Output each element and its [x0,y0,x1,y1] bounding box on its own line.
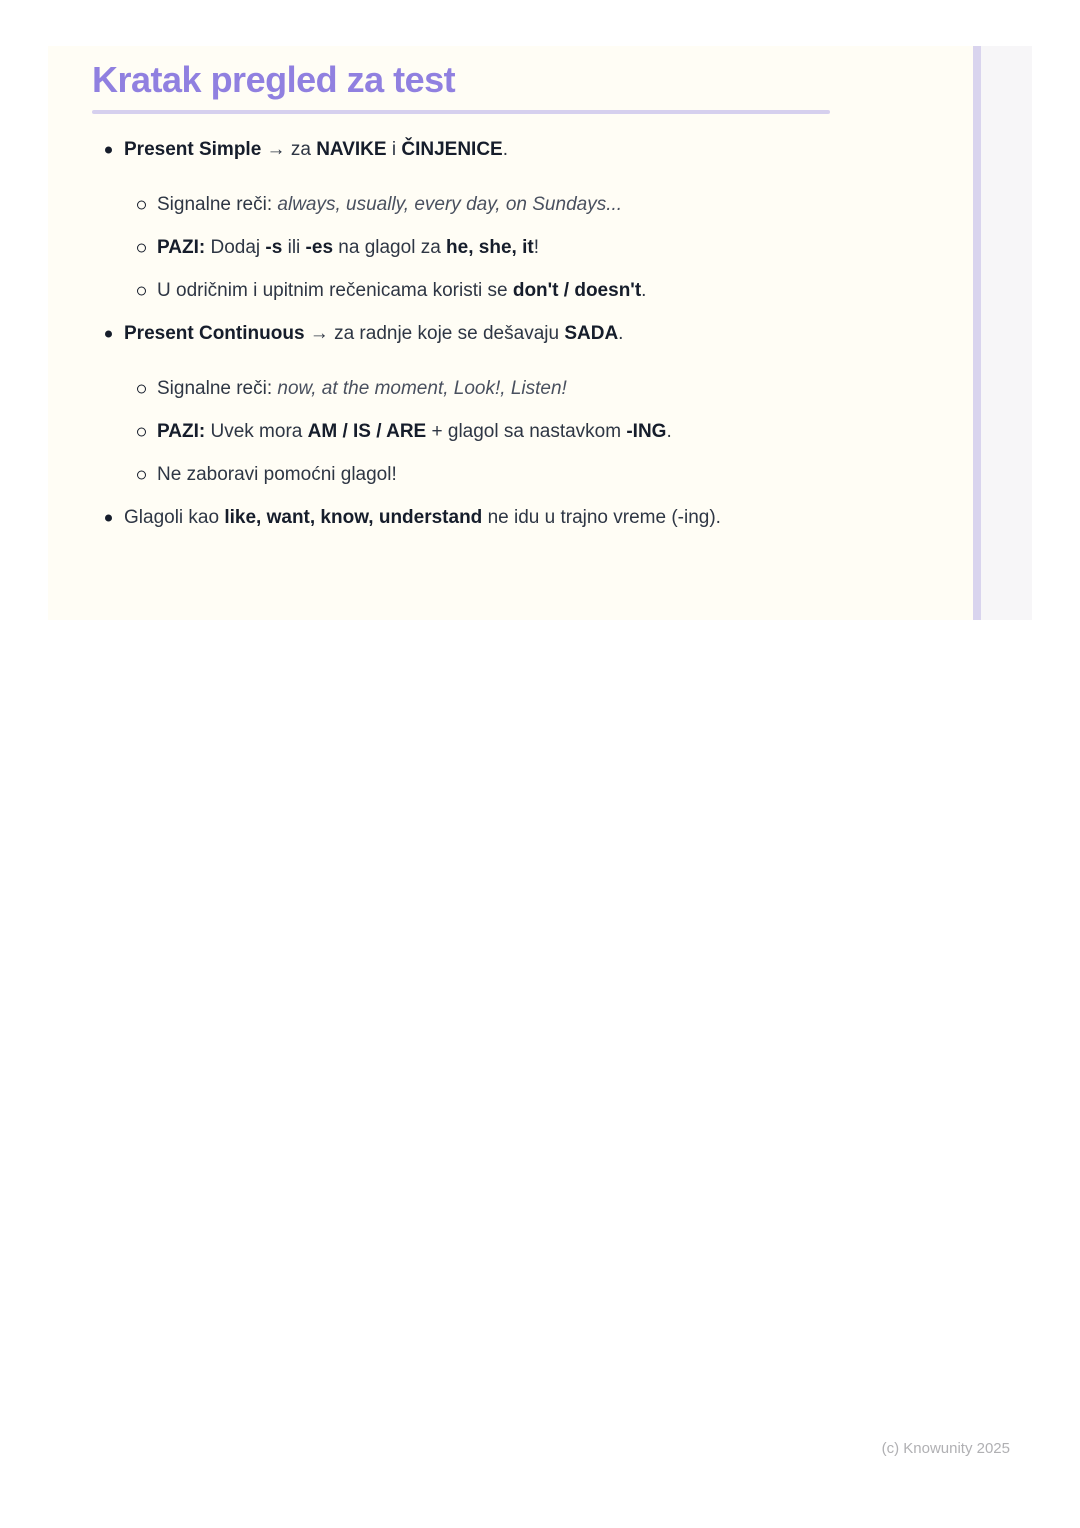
content-card [48,46,973,620]
sub-bullet-item [48,461,973,488]
bullet-item [48,320,973,347]
bullet-list [48,136,973,531]
bullet-text: Present Continuous → za radnje koje se dešavaju SADA. [124,323,624,344]
bullet-text: Signalne reči: always, usually, every day, on Sundays... [157,194,623,215]
bullet-circle-icon [137,243,146,252]
bullet-text: PAZI: Uvek mora AM / IS / ARE + glagol sa nastavkom -ING. [157,421,672,442]
bullet-text: Signalne reči: now, at the moment, Look!, Listen! [157,378,567,399]
bullet-text: Glagoli kao like, want, know, understand ne idu u trajno vreme (-ing). [124,507,721,528]
title-divider [92,110,830,114]
bullet-circle-icon [137,286,146,295]
bullet-circle-icon [137,384,146,393]
bullet-circle-icon [137,427,146,436]
bullet-text: U odričnim i upitnim rečenicama koristi se don't / doesn't. [157,280,647,301]
bullet-circle-icon [137,200,146,209]
vertical-accent-bar [973,46,981,620]
page-title: Kratak pregled za test [92,59,456,100]
sub-bullet-item [48,277,973,304]
bullet-dot-icon [105,146,112,153]
bullet-dot-icon [105,514,112,521]
sub-bullet-item [48,191,973,218]
bullet-text: PAZI: Dodaj -s ili -es na glagol za he, she, it! [157,237,539,258]
sub-bullet-item [48,418,973,445]
bullet-text: Ne zaboravi pomoćni glagol! [157,464,397,485]
bullet-dot-icon [105,330,112,337]
bullet-item [48,504,973,531]
right-margin-strip [981,46,1032,620]
bullet-item [48,136,973,163]
sub-bullet-item [48,375,973,402]
bullet-circle-icon [137,470,146,479]
bullet-text: Present Simple → za NAVIKE i ČINJENICE. [124,139,508,160]
footer-credit: (c) Knowunity 2025 [881,1440,1010,1457]
sub-bullet-item [48,234,973,261]
